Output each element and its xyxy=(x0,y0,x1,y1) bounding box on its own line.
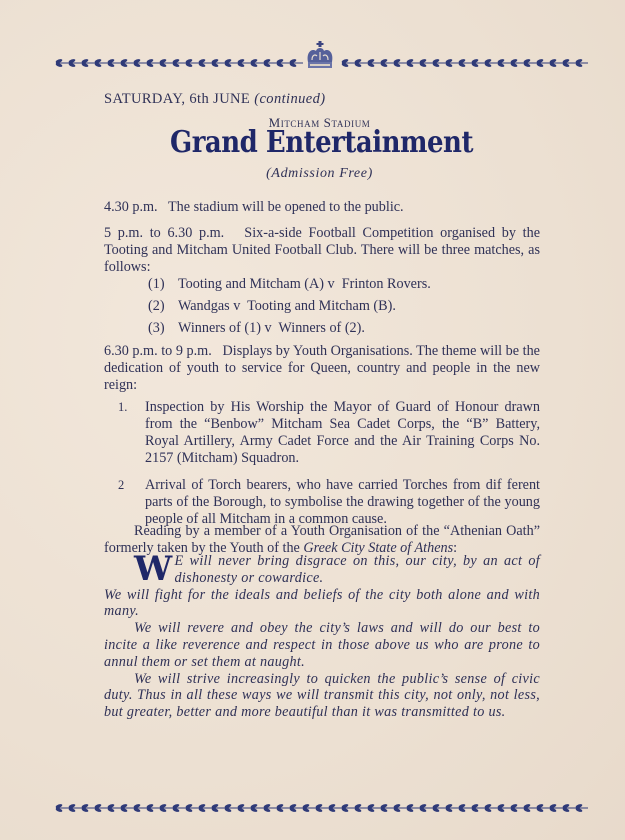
list-item xyxy=(148,295,540,317)
opening-time xyxy=(104,199,540,216)
match-number: (3) xyxy=(148,319,165,336)
football-text: 5 p.m. to 6.30 p.m. Six-a-side Football Competition organised by the Tooting and Mitcham United Football Club. There will be three matches, as follows: xyxy=(104,225,544,275)
oath-para-1 xyxy=(134,549,540,589)
list-item xyxy=(148,273,540,295)
list-item xyxy=(148,317,540,339)
reading-italic: Greek City State of Athens xyxy=(303,540,454,556)
venue: Mitcham Stadium xyxy=(268,115,371,130)
date-heading xyxy=(104,91,325,108)
item-text: Arrival of Torch bearers, who have carried Torches from dif ferent parts of the Borough, to symbolise the drawing together of the young people of all Mitcham in a common cause. xyxy=(145,477,540,527)
continued-note: (continued) xyxy=(254,91,326,107)
display-items xyxy=(118,399,540,538)
page-title: Grand Entertainment xyxy=(170,125,473,161)
admission-note: (Admission Free) xyxy=(266,166,373,181)
item-number: 1. xyxy=(118,400,128,414)
football-entry xyxy=(104,225,544,276)
drop-cap: W xyxy=(134,549,173,589)
athenian-oath xyxy=(104,549,540,721)
reading-end: : xyxy=(453,540,458,556)
item-text: Inspection by His Worship the Mayor of Guard of Honour drawn from the “Benbow” Mitcham Sea Cadet Corps, the “B” Battery, Royal Artillery, Army Cadet Force and the Air Training Corps No. 2157 (Mitcham) Squadron. xyxy=(145,399,540,466)
oath-line-1: E will never bring disgrace on this, our city, by an act of dishonesty or cowardice. xyxy=(174,553,540,586)
match-list xyxy=(148,273,540,339)
displays-entry xyxy=(104,343,544,394)
match-number: (2) xyxy=(148,297,165,314)
opening-text: 4.30 p.m. The stadium will be opened to the public. xyxy=(104,199,404,215)
list-item xyxy=(118,399,540,467)
laurel-border-bottom xyxy=(52,801,588,815)
laurel-border-icon xyxy=(52,801,588,815)
oath-para-3: We will revere and obey the city’s laws and will do our best to incite a like reverence and respect in those above us who are prone to annul them or set them at naught. xyxy=(104,620,540,670)
item-number: 2 xyxy=(118,478,125,492)
match-text: Wandgas v Tooting and Mitcham (B). xyxy=(178,297,396,314)
match-number: (1) xyxy=(148,275,165,292)
reading-text-main: Reading by a member of a Youth Organisation of the “Athenian Oath” formerly taken by the Youth of the xyxy=(104,523,540,556)
match-text: Tooting and Mitcham (A) v Frinton Rovers. xyxy=(178,275,431,292)
oath-para-2: We will fight for the ideals and beliefs of the city both alone and with many. xyxy=(104,586,540,620)
match-text: Winners of (1) v Winners of (2). xyxy=(178,319,365,336)
crown-icon xyxy=(304,40,336,72)
list-item xyxy=(118,477,540,528)
date-text: SATURDAY, 6th JUNE xyxy=(104,91,251,107)
oath-para-4: We will strive increasingly to quicken the public’s sense of civic duty. Thus in all these ways we will transmit this city, not only, not less, but greater, better and more beautiful than it was transmitted to us. xyxy=(104,670,540,721)
displays-text: 6.30 p.m. to 9 p.m. Displays by Youth Organisations. The theme will be the dedication of youth to service for Queen, country and people in the new reign: xyxy=(104,343,544,393)
